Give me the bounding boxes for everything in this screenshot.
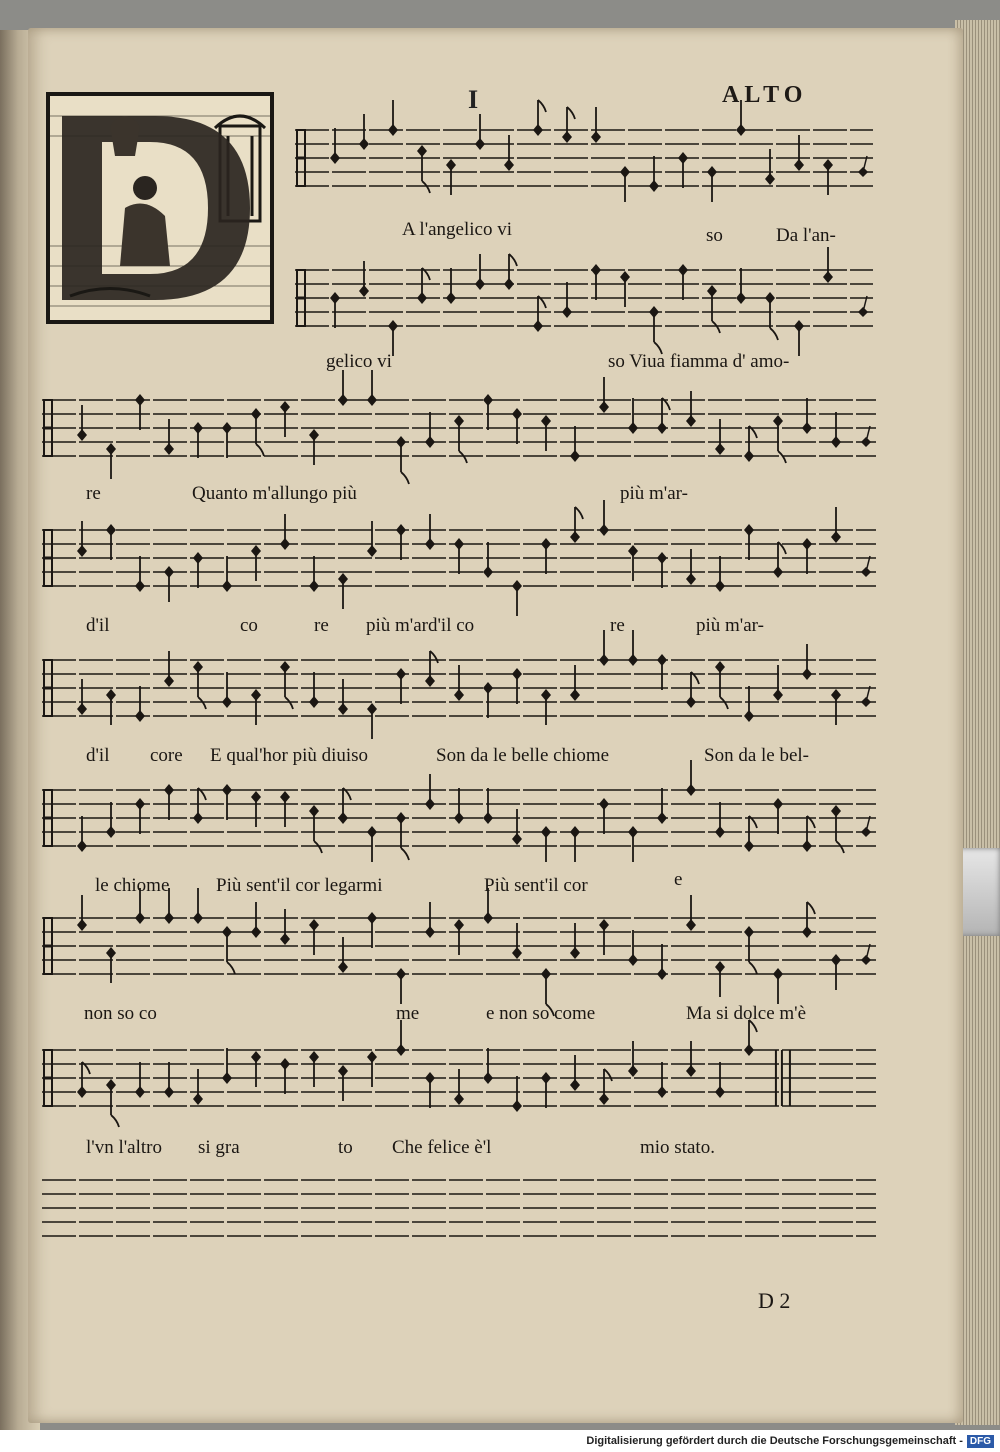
note-glyph [359,261,369,297]
note-glyph [620,271,630,307]
note-glyph [164,1062,174,1098]
note-glyph [802,398,812,434]
note-glyph [330,128,340,164]
note-glyph [504,254,517,290]
note-glyph [483,1048,493,1084]
note-glyph [77,405,87,441]
note-glyph [106,947,116,983]
note-glyph [251,545,261,581]
empty-staff [42,1168,876,1258]
note-glyph [678,264,688,300]
note-glyph [222,556,232,592]
note-glyph [280,514,290,550]
note-glyph [106,443,116,479]
note-glyph [396,668,406,704]
note-glyph [512,668,522,704]
note-glyph [222,422,232,458]
note-glyph [570,923,580,959]
note-glyph [773,665,783,701]
note-glyph [222,784,232,820]
note-glyph [338,1065,348,1101]
signature-mark: D 2 [758,1288,791,1313]
staff-system [295,118,873,208]
note-glyph [657,944,667,980]
lyric-syllable: e [674,869,683,890]
lyric-syllable: mio stato. [640,1137,715,1158]
note-glyph [483,788,493,824]
note-glyph [309,919,319,955]
note-glyph [765,149,775,185]
note-glyph [599,1069,612,1105]
note-glyph [454,538,464,574]
part-number: I [468,85,479,114]
note-glyph [425,1072,435,1108]
note-glyph [338,573,348,609]
note-glyph [628,930,638,966]
note-glyph [657,654,667,690]
digitization-credit [0,1430,1000,1452]
note-glyph [794,135,804,171]
lyric-syllable: le chiome [95,875,170,896]
note-glyph [541,689,551,725]
note-glyph [715,802,725,838]
note-glyph [330,292,340,328]
note-glyph [338,937,348,973]
note-glyph [135,1062,145,1098]
note-glyph [251,408,264,456]
note-glyph [251,902,261,938]
note-glyph [802,644,812,680]
lyric-syllable: e non so come [486,1003,596,1024]
note-glyph [678,152,688,188]
note-glyph [475,254,485,290]
note-glyph [251,689,261,725]
lyric-syllable: d'il [86,745,110,766]
lyric-syllable: re [610,615,625,636]
note-glyph [106,689,116,725]
note-glyph [77,679,87,715]
lyric-syllable: più m'ard'il co [366,615,475,636]
note-glyph [570,826,580,862]
note-glyph [106,802,116,838]
note-glyph [454,919,464,955]
note-glyph [628,826,638,862]
note-glyph [512,809,522,845]
lyric-syllable: gelico vi [326,351,392,372]
note-glyph [359,114,369,150]
note-glyph [628,1041,638,1077]
note-glyph [309,1051,319,1087]
lyric-syllable: più m'ar- [696,615,764,636]
note-glyph [164,784,174,820]
note-glyph [193,1069,203,1105]
note-glyph [512,923,522,959]
note-glyph [628,545,638,581]
note-glyph [367,912,377,948]
lyric-syllable: co [240,615,258,636]
woodcut-initial-image [50,96,270,320]
page-header [440,82,840,118]
note-glyph [454,1069,464,1105]
note-glyph [504,135,514,171]
note-glyph [106,524,116,560]
custos-mark [859,296,867,316]
note-glyph [657,552,667,588]
note-glyph [541,1072,551,1108]
note-glyph [715,556,725,592]
note-glyph [831,689,841,725]
note-glyph [475,114,485,150]
staff-system [42,518,876,608]
staff-system [42,388,876,478]
decorated-initial-d [46,92,274,324]
staff-system [42,648,876,738]
note-glyph [193,552,203,588]
note-glyph [686,391,696,427]
staff-system [42,1038,876,1128]
custos-mark [862,686,870,706]
note-glyph [649,156,659,192]
note-glyph [309,429,319,465]
staff-system [42,906,876,996]
note-glyph [483,394,493,430]
note-glyph [831,954,841,990]
lyric-syllable: E qual'hor più diuiso [210,745,369,766]
note-glyph [744,926,757,974]
note-glyph [396,524,406,560]
note-glyph [135,556,145,592]
note-glyph [599,919,609,955]
note-glyph [649,306,662,354]
note-glyph [396,812,409,860]
lyric-syllable: Più sent'il cor [484,875,588,896]
note-glyph [541,538,551,574]
credit-text: Digitalisierung gefördert durch die Deutsche Forschungsgemeinschaft - [586,1435,963,1447]
lyric-syllable: to [338,1137,353,1158]
custos-mark [859,156,867,176]
note-glyph [744,524,754,560]
note-glyph [280,909,290,945]
note-glyph [251,791,261,827]
note-glyph [338,679,348,715]
staff-system [295,258,873,348]
note-glyph [135,394,145,430]
note-glyph [686,1041,696,1077]
lyric-syllable: Che felice è'l [392,1137,492,1158]
note-glyph [454,788,464,824]
lyric-syllable: Son da le bel- [704,745,810,766]
note-glyph [135,798,145,834]
note-glyph [77,521,87,557]
custos-mark [862,426,870,446]
lyric-syllable: si gra [198,1137,240,1158]
lyric-syllable: Da l'an- [776,225,836,246]
note-glyph [773,798,783,834]
note-glyph [309,672,319,708]
lyric-syllable: più m'ar- [620,483,688,504]
note-glyph [831,412,841,448]
note-glyph [541,415,551,451]
note-glyph [562,282,572,318]
note-glyph [367,826,377,862]
lyric-syllable: d'il [86,615,110,636]
note-glyph [222,926,235,974]
voice-label: ALTO [722,82,808,108]
lyric-syllable: re [314,615,329,636]
note-glyph [367,521,377,557]
note-glyph [164,651,174,687]
custos-mark [862,816,870,836]
note-glyph [446,159,456,195]
note-glyph [77,816,87,852]
note-glyph [251,1051,261,1087]
note-glyph [686,549,696,585]
lyric-syllable: so Viua fiamma d' amo- [608,351,790,372]
note-glyph [657,1062,667,1098]
note-glyph [280,791,290,827]
note-glyph [425,514,435,550]
lyric-syllable: Ma si dolce m'è [686,1003,807,1024]
custos-mark [862,556,870,576]
note-glyph [483,682,493,718]
note-glyph [628,398,638,434]
note-glyph [715,961,725,997]
note-glyph [802,538,812,574]
note-glyph [570,1055,580,1091]
note-glyph [483,542,493,578]
lyric-syllable: me [396,1003,420,1024]
lyric-syllable: Più sent'il cor legarmi [216,875,383,896]
note-glyph [657,398,670,434]
note-glyph [135,686,145,722]
note-glyph [591,264,601,300]
note-glyph [193,422,203,458]
note-glyph [512,1076,522,1112]
lyric-syllable: non so co [84,1003,157,1024]
note-glyph [106,1079,119,1127]
lyric-syllable: Son da le belle chiome [436,745,610,766]
dfg-logo: DFG [967,1435,994,1448]
note-glyph [765,292,778,340]
note-glyph [425,774,435,810]
note-glyph [367,703,377,739]
note-glyph [454,665,464,701]
note-glyph [309,556,319,592]
lyric-syllable: core [150,745,183,766]
note-glyph [164,566,174,602]
note-glyph [620,166,630,202]
note-glyph [570,665,580,701]
note-glyph [744,686,754,722]
lyric-syllable: so [706,225,723,246]
note-glyph [715,1062,725,1098]
note-glyph [425,412,435,448]
note-glyph [164,419,174,455]
note-glyph [222,1048,232,1084]
lyric-syllable: A l'angelico vi [402,219,513,240]
note-glyph [425,651,438,687]
note-glyph [823,159,833,195]
note-glyph [541,826,551,862]
staff-system [42,778,876,868]
note-glyph [715,419,725,455]
note-glyph [512,408,522,444]
note-glyph [280,401,290,437]
lyric-syllable: l'vn l'altro [86,1137,162,1158]
note-glyph [280,1058,290,1094]
lyric-syllable: re [86,483,101,504]
note-glyph [599,798,609,834]
note-glyph [396,436,409,484]
note-glyph [707,166,717,202]
note-glyph [736,268,746,304]
note-glyph [367,1051,377,1087]
custos-mark [862,944,870,964]
lyric-syllable: Quanto m'allungo più [192,483,357,504]
note-glyph [425,902,435,938]
note-glyph [657,788,667,824]
note-glyph [446,268,456,304]
note-glyph [570,426,580,462]
note-glyph [222,672,232,708]
